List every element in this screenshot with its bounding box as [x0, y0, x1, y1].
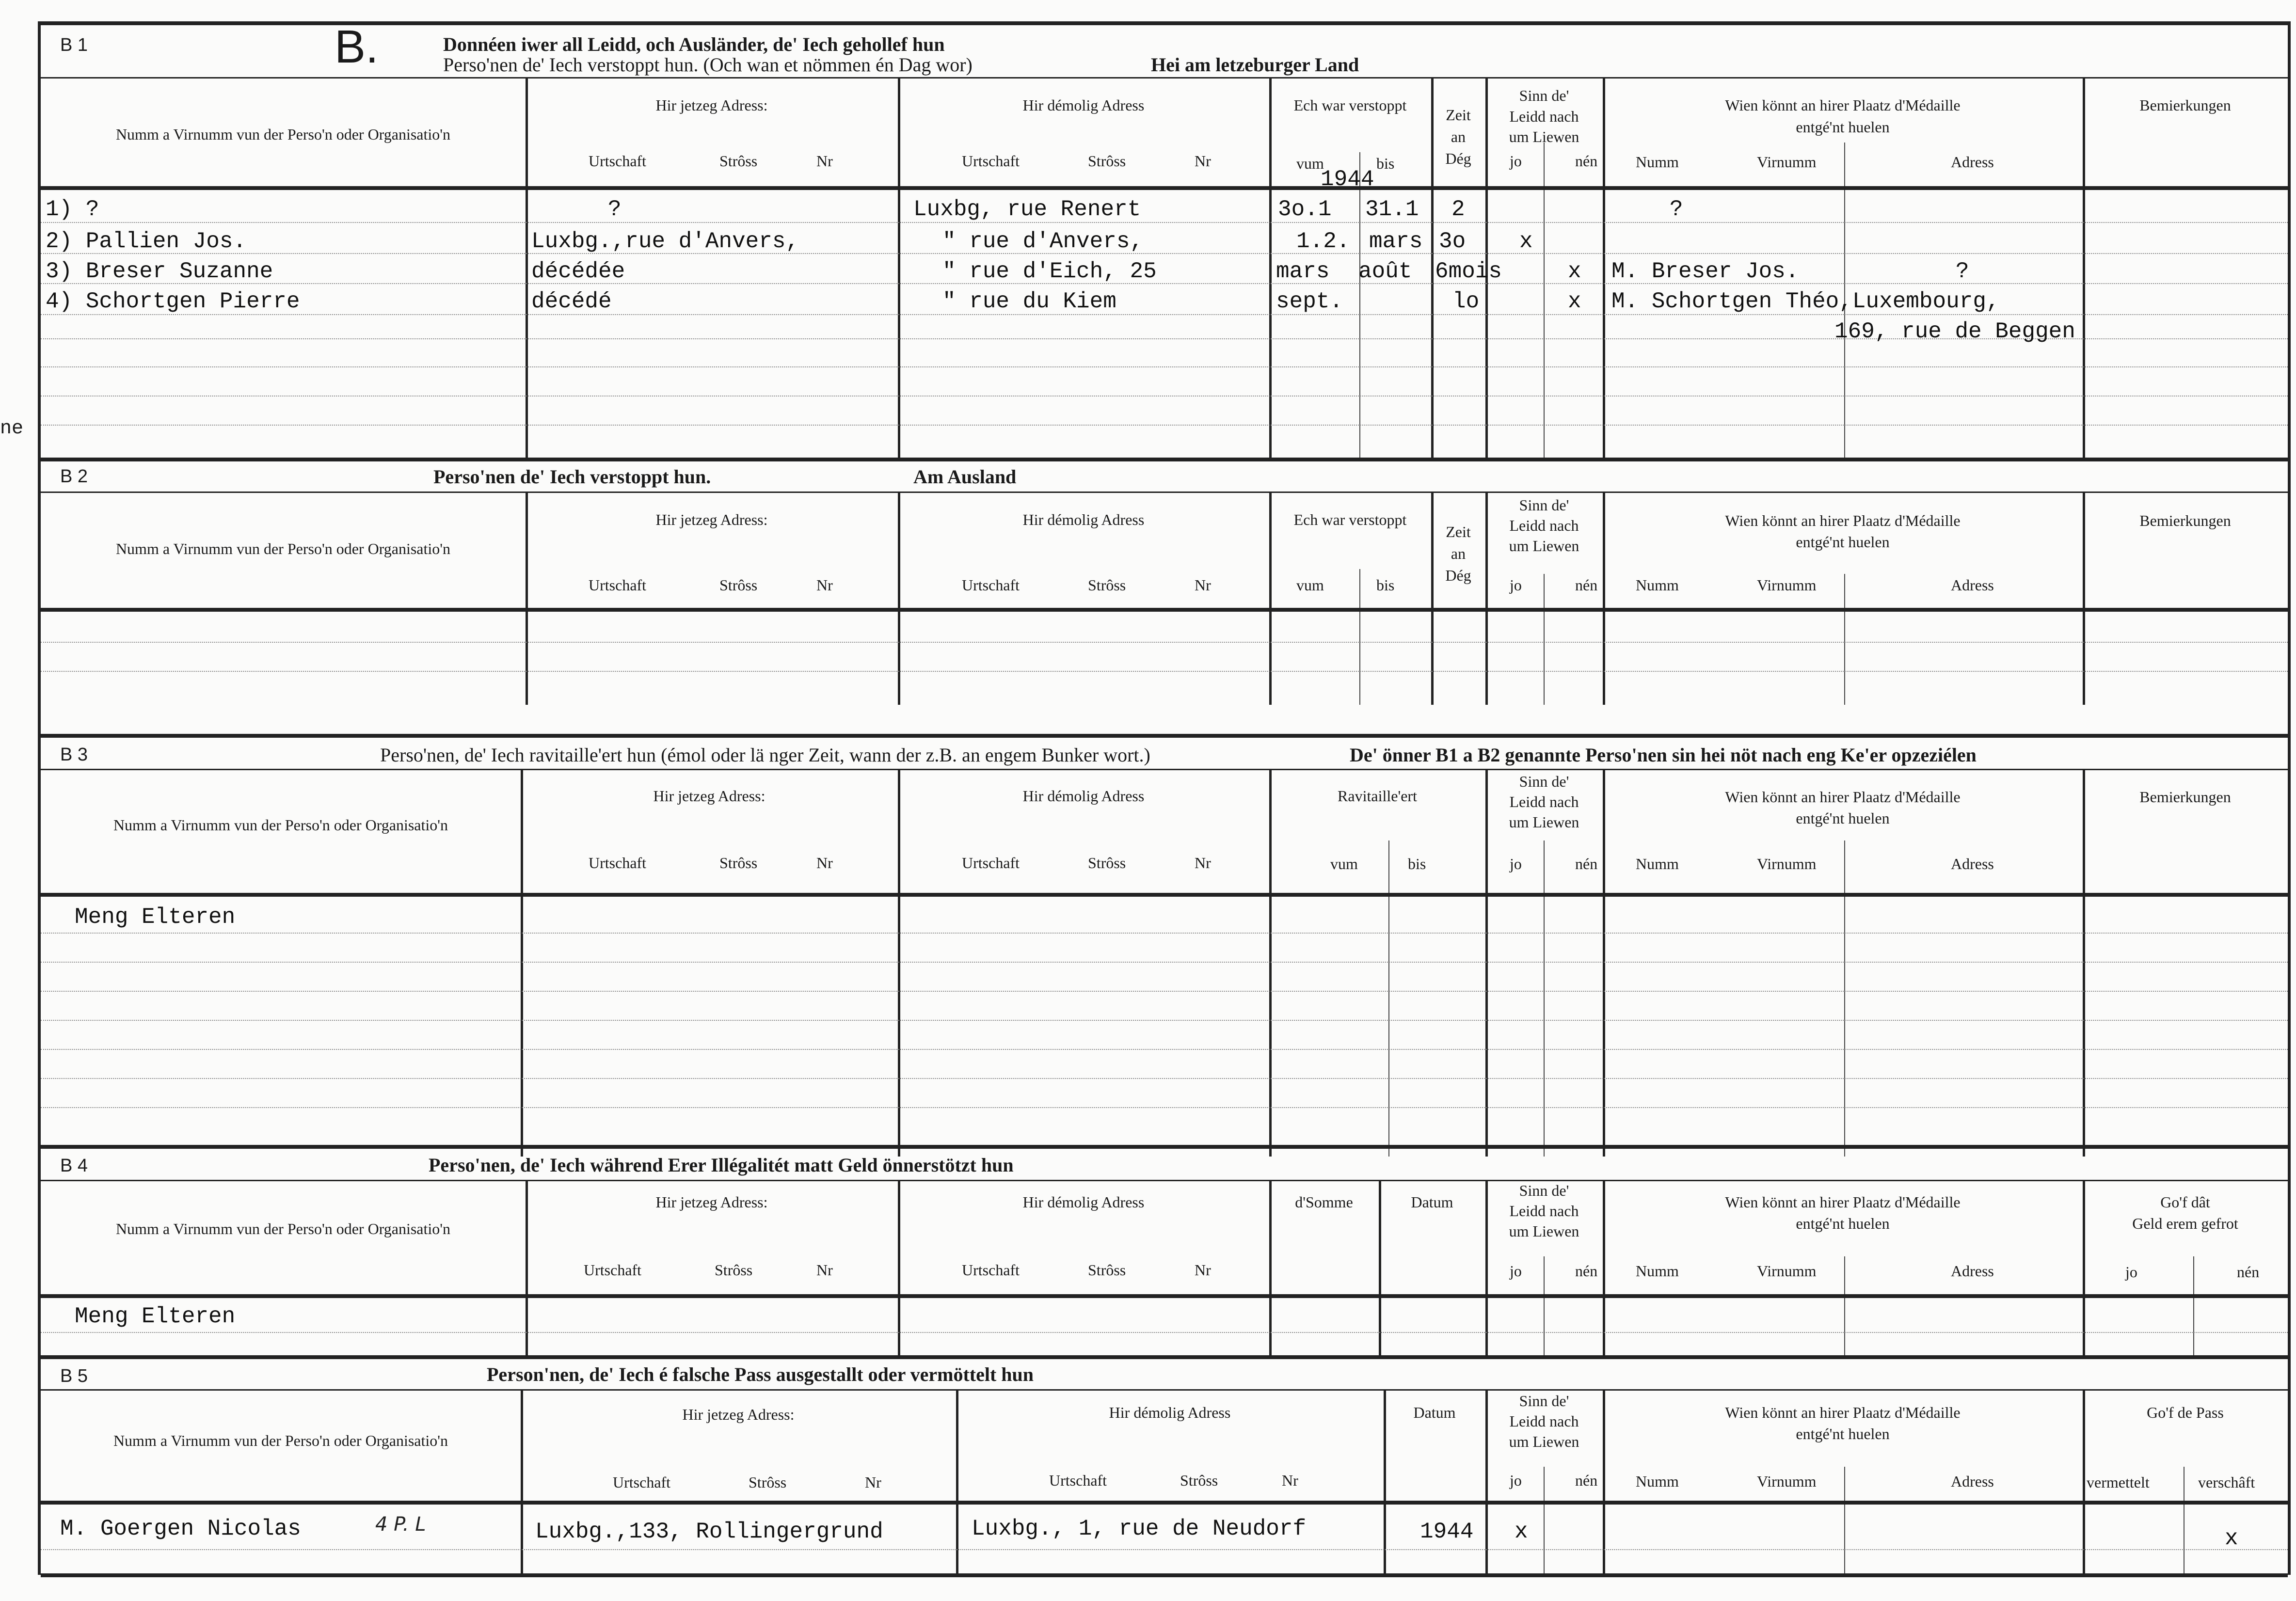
section-title: Person'nen, de' Iech é falsche Pass ausgestallt oder vermöttelt hun — [487, 1363, 1034, 1385]
header-current-address: Hir jetzeg Adress: — [655, 96, 768, 114]
form-page — [38, 21, 2291, 1575]
section-location: Am Ausland — [913, 466, 1017, 488]
table-row: 2) Pallien Jos. — [46, 229, 247, 254]
table-row: 4) Schortgen Pierre — [46, 289, 300, 314]
section-title: Perso'nen, de' Iech ravitaille'ert hun (émol oder lä nger Zeit, wann der z.B. an engem Bunker wort.) — [380, 744, 1150, 766]
section-label: B 1 — [60, 35, 88, 55]
section-title: Perso'nen, de' Iech während Erer Illégalitét matt Geld önnerstötzt hun — [429, 1154, 1014, 1176]
section-label: B 3 — [60, 745, 88, 765]
section-b5: B 5 Person'nen, de' Iech é falsche Pass ausgestallt oder vermöttelt hun Numm a Virnumm vun der Perso'n oder Organisatio'n Hir jetzeg Adress: Urtschaft Strôss Nr Hir démolig Adress Urtschaft Strôss Nr Datum Sinn de' Leidd nach um Liewen jo nén Wien könnt an hirer Plaatz d'Médaille entgé'nt huelen Numm Virnumm Adress Go'f de Pass vermettelt verschâft M. Goergen Nicolas 4 P. L Luxbg.,133, Rollingergrund Luxbg., 1, rue de Neudorf 1944 x x — [41, 1355, 2288, 1578]
header-name: Numm a Virnumm vun der Perso'n oder Organisatio'n — [115, 126, 451, 143]
header-former-address: Hir démolig Adress — [1022, 96, 1145, 114]
margin-note: ne — [0, 418, 24, 440]
section-subtitle: Perso'nen de' Iech verstoppt hun. (Och wan et nömmen én Dag wor) — [443, 54, 973, 76]
section-location: Hei am letzeburger Land — [1151, 54, 1359, 76]
table-row: 3) Breser Suzanne — [46, 259, 273, 284]
table-row: M. Goergen Nicolas — [60, 1516, 301, 1541]
section-b1: B 1 B. Donnéen iwer all Leidd, och Ausländer, de' Iech gehollef hun Perso'nen de' Iech verstoppt hun. (Och wan et nömmen én Dag wor) Hei am letzeburger Land Numm a Virnumm vun der Perso'n oder Organisatio'n Hir jetzeg Adress: Urtschaft Strôss Nr Hir démolig Adress Urtschaft Strôss Nr Ech war verstoppt vum bis Zeit an Dég Sinn de' Leidd nach um Liewen jo nén Wien könnt an hirer Plaatz d'Médaille entgé'nt huelen Numm Virnumm Adress Bemierkungen 1944 1) ? ? Luxbg, rue Renert 3o.1 31.1 2 ? 2) Pallien Jos. Luxbg.,rue d'Anvers, " rue d'Anvers, 1.2. mars 3o x 3) Breser Suzanne décédée " rue d'Eich, 25 mars août 6mois x M. Breser Jos. ? 4) Schortgen Pierre décédé " rue du Kiem sept. lo x M. Schortgen Théo,Luxembourg, 169, rue de Beggen — [41, 21, 2288, 460]
section-title: Perso'nen de' Iech verstoppt hun. — [433, 466, 711, 488]
section-b3: B 3 Perso'nen, de' Iech ravitaille'ert hun (émol oder lä nger Zeit, wann der z.B. an engem Bunker wort.) De' önner B1 a B2 genannte Perso'nen sin hei nöt nach eng Ke'er opzeziélen Numm a Virnumm vun der Perso'n oder Organisatio'n Hir jetzeg Adress: Urtschaft Strôss Nr Hir démolig Adress Urtschaft Strôss Nr Ravitaille'ert vum bis Sinn de' Leidd nach um Liewen jo nén Wien könnt an hirer Plaatz d'Médaille entgé'nt huelen Numm Virnumm Adress Bemierkungen Meng Elteren — [41, 734, 2288, 1160]
section-label: B 4 — [60, 1156, 88, 1176]
handwritten-note: 4 P. L — [375, 1513, 426, 1536]
section-b4: B 4 Perso'nen, de' Iech während Erer Illégalitét matt Geld önnerstötzt hun Numm a Virnumm vun der Perso'n oder Organisatio'n Hir jetzeg Adress: Urtschaft Strôss Nr Hir démolig Adress Urtschaft Strôss Nr d'Somme Datum Sinn de' Leidd nach um Liewen jo nén Wien könnt an hirer Plaatz d'Médaille entgé'nt huelen Numm Virnumm Adress Go'f dât Geld erem gefrot jo nén Meng Elteren — [41, 1145, 2288, 1387]
table-row: Meng Elteren — [75, 1304, 236, 1329]
section-title: Donnéen iwer all Leidd, och Ausländer, de' Iech gehollef hun — [443, 33, 945, 55]
table-row: 1) ? — [46, 197, 99, 222]
section-letter: B. — [335, 21, 379, 73]
section-b2: B 2 Perso'nen de' Iech verstoppt hun. Am Ausland Numm a Virnumm vun der Perso'n oder Organisatio'n Hir jetzeg Adress: Urtschaft Strôss Nr Hir démolig Adress Urtschaft Strôss Nr Ech war verstoppt vum bis Zeit an Dég Sinn de' Leidd nach um Liewen jo nén Wien könnt an hirer Plaatz d'Médaille entgé'nt huelen Numm Virnumm Adress Bemierkungen — [41, 458, 2288, 748]
section-label: B 2 — [60, 466, 88, 487]
header-hidden: Ech war verstoppt — [1293, 96, 1407, 114]
year-note: 1944 — [1321, 167, 1374, 192]
section-note: De' önner B1 a B2 genannte Perso'nen sin hei nöt nach eng Ke'er opzeziélen — [1350, 744, 1977, 766]
section-label: B 5 — [60, 1366, 88, 1386]
table-row: Meng Elteren — [75, 904, 236, 930]
medal-address-continued: 169, rue de Beggen — [1834, 319, 2075, 344]
